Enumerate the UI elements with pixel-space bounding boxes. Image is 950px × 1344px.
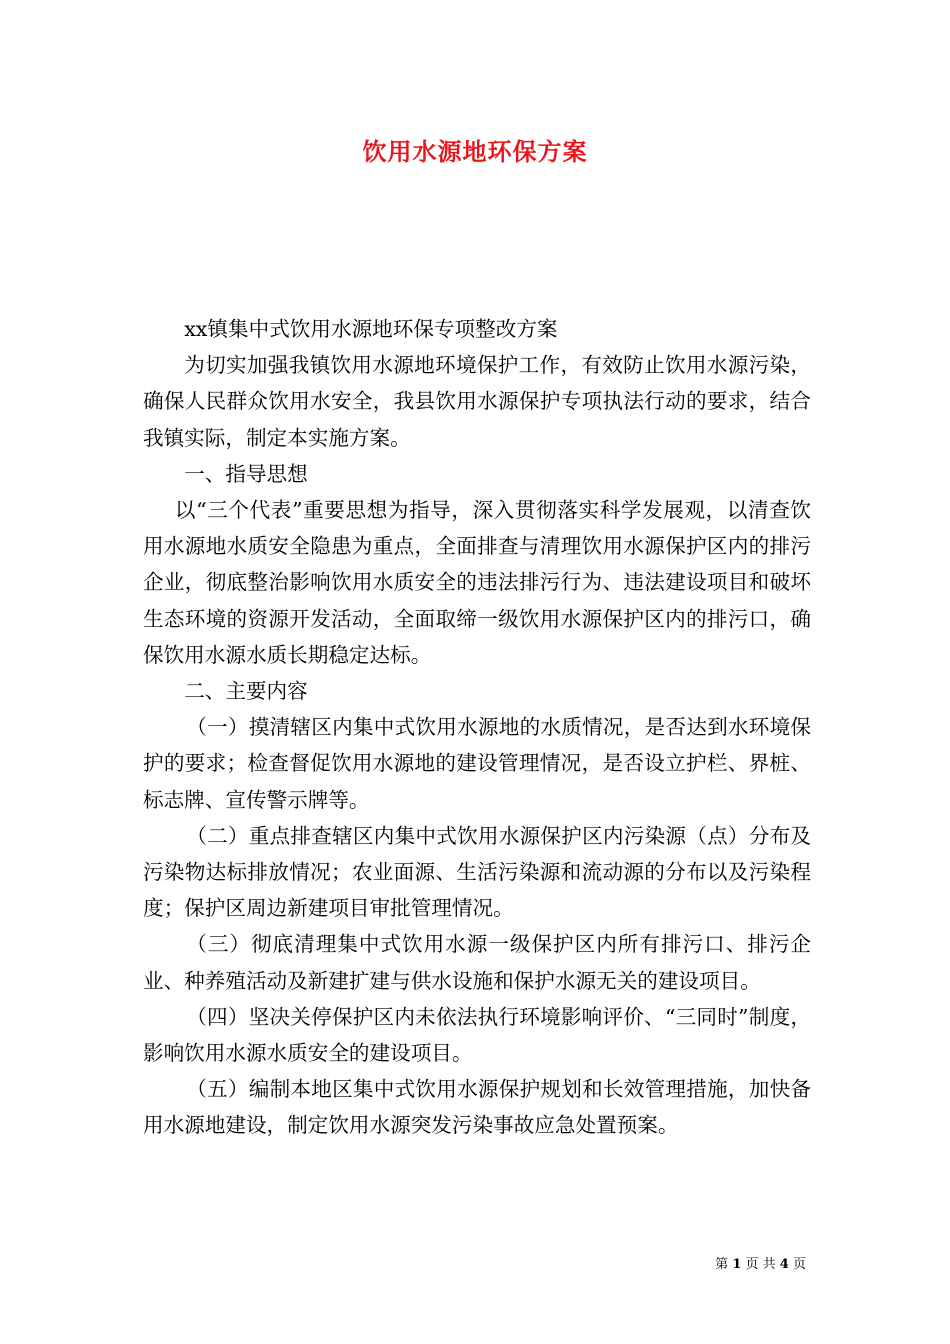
content-item-2: （二）重点排查辖区内集中式饮用水源保护区内污染源（点）分布及污染物达标排放情况；农业面源、生活污染源和流动源的分布以及污染程度；保护区周边新建项目审批管理情况。 [143, 823, 811, 921]
current-page-number: 1 [732, 1257, 742, 1272]
content-item-4: （四）坚决关停保护区内未依法执行环境影响评价、“三同时”制度，影响饮用水源水质安全的建设项目。 [143, 1004, 811, 1066]
content-item-1: （一）摸清辖区内集中式饮用水源地的水质情况，是否达到水环境保护的要求；检查督促饮用水源地的建设管理情况，是否设立护栏、界桩、标志牌、宣传警示牌等。 [143, 715, 811, 812]
guiding-ideology-paragraph: 以“三个代表”重要思想为指导，深入贯彻落实科学发展观，以清查饮用水源地水质安全隐患为重点，全面排查与清理饮用水源保护区内的排污企业，彻底整治影响饮用水质安全的违法排污行为、违法建设项目和破坏生态环境的资源开发活动，全面取缔一级饮用水源保护区内的排污口，确保饮用水源水质长期稳定达标。 [143, 498, 811, 667]
footer-middle: 页 共 [745, 1257, 776, 1272]
section-heading-main-content: 二、主要内容 [184, 679, 308, 704]
page-number-footer [0, 1253, 806, 1272]
document-title: 饮用水源地环保方案 [362, 137, 588, 166]
document-body [143, 311, 811, 1144]
subtitle-paragraph: xx镇集中式饮用水源地环保专项整改方案 [184, 317, 558, 341]
intro-paragraph: 为切实加强我镇饮用水源地环境保护工作，有效防止饮用水源污染，确保人民群众饮用水安全，我县饮用水源保护专项执法行动的要求，结合我镇实际，制定本实施方案。 [143, 353, 811, 450]
content-item-3: （三）彻底清理集中式饮用水源一级保护区内所有排污口、排污企业、种养殖活动及新建扩建与供水设施和保护水源无关的建设项目。 [143, 932, 811, 993]
footer-suffix: 页 [792, 1257, 806, 1272]
content-item-5: （五）编制本地区集中式饮用水源保护规划和长效管理措施，加快备用水源地建设，制定饮用水源突发污染事故应急处置预案。 [143, 1077, 811, 1138]
footer-prefix: 第 [715, 1257, 729, 1272]
section-heading-guiding-ideology: 一、指导思想 [184, 461, 308, 486]
total-pages-number: 4 [779, 1257, 789, 1272]
